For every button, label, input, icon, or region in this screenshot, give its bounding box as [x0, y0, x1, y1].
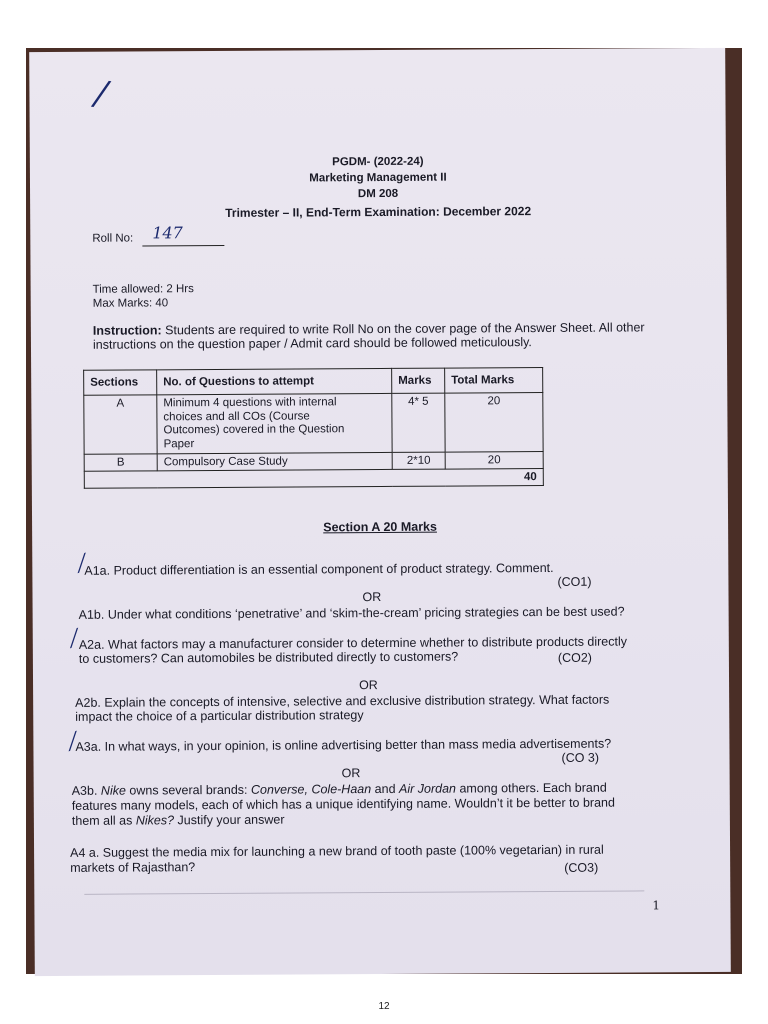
header-marks: Marks [392, 368, 445, 393]
co-a3a: (CO 3) [561, 750, 600, 765]
question-a3b-line-2: features many models, each of which has a unique identifying name. Wouldn’t it be better to brand [71, 795, 615, 813]
cell-section: A [84, 395, 157, 454]
table-total-row [84, 469, 543, 489]
instruction-text-1: Students are required to write Roll No on the cover page of the Answer Sheet. All other [165, 320, 645, 338]
cell-line: choices and all COs (Course [163, 409, 310, 423]
exam-paper [29, 48, 731, 976]
section-title: Section A 20 Marks [323, 519, 437, 535]
question-text: Justify your answer [173, 812, 285, 828]
co-a1a: (CO1) [557, 574, 592, 589]
header-sections: Sections [84, 370, 157, 395]
roll-no-line [142, 245, 224, 247]
roll-no-value: 147 [152, 223, 183, 243]
question-a4a-line-2: markets of Rajasthan? [70, 860, 196, 875]
question-text: them all as [71, 813, 136, 828]
cell-line: Minimum 4 questions with internal [163, 396, 337, 410]
question-label: A2b. [75, 695, 101, 710]
question-text: Product differentiation is an essential component of product strategy. Comment. [113, 560, 554, 578]
table-header-row [84, 368, 543, 396]
or-1: OR [362, 589, 382, 605]
roll-no-label: Roll No: [92, 232, 134, 245]
paper-page-number: 1 [652, 898, 661, 913]
cell-questions: Compulsory Case Study [157, 452, 392, 470]
question-label: A3a. [75, 739, 102, 754]
cell-section: B [84, 454, 157, 471]
brand-air-jordan: Air Jordan [398, 781, 457, 796]
handwritten-mark-a2a: ⁄ [68, 627, 81, 652]
cell-line: Outcomes) covered in the Question [163, 423, 345, 437]
question-text: among others. Each brand [455, 780, 607, 796]
footer-rule [84, 890, 644, 894]
cell-marks: 4* 5 [392, 393, 445, 452]
question-a3a [75, 737, 611, 754]
handwritten-mark-a1a: ⁄ [76, 551, 89, 577]
cell-total: 20 [445, 452, 543, 470]
question-label: A3b. [71, 783, 98, 798]
brand-converse-colehaan: Converse, Cole-Haan [250, 782, 372, 797]
table-row [84, 393, 543, 455]
handwritten-tick: / [92, 73, 110, 115]
course-code: DM 208 [357, 187, 399, 201]
cell-questions [157, 393, 392, 453]
question-label: A1a. [84, 563, 111, 578]
question-a2a-line-2: to customers? Can automobiles be distributed directly to customers? [78, 649, 459, 666]
co-a2a: (CO2) [557, 650, 592, 665]
question-a1a [84, 561, 553, 578]
time-allowed: Time allowed: 2 Hrs [92, 283, 194, 296]
question-text: owns several brands: [125, 782, 252, 798]
brand-nike: Nike [100, 783, 126, 798]
question-text: and [371, 781, 400, 797]
question-a1b [79, 605, 625, 622]
max-marks: Max Marks: 40 [92, 297, 169, 310]
question-text: Under what conditions ‘penetrative’ and ‘skim-the-cream’ pricing strategies can be best used? [107, 604, 625, 622]
header-questions: No. of Questions to attempt [157, 368, 392, 394]
question-a3b-line-3 [72, 813, 285, 828]
question-a2b-line-2: impact the choice of a particular distribution strategy [75, 708, 364, 724]
handwritten-mark-a3a: ⁄ [67, 730, 80, 755]
cell-total: 20 [445, 393, 543, 453]
or-2: OR [359, 678, 378, 693]
question-a4a [70, 843, 604, 860]
question-text: What factors may a manufacturer consider to determine whether to distribute products directly [107, 634, 628, 652]
question-label: A4 a. [70, 845, 100, 860]
question-text: Suggest the media mix for launching a new brand of tooth paste (100% vegetarian) in rural [102, 842, 604, 860]
cell-marks: 2*10 [392, 452, 445, 469]
header-total-marks: Total Marks [445, 368, 543, 394]
question-text: Explain the concepts of intensive, selective and exclusive distribution strategy. What factors [104, 692, 610, 710]
sections-table [83, 367, 544, 489]
instruction-label: Instruction: [92, 323, 162, 338]
question-label: A2a. [78, 637, 105, 652]
exam-title: Trimester – II, End-Term Examination: December 2022 [225, 204, 532, 220]
page-number: 12 [378, 1001, 390, 1012]
instruction-line-2: instructions on the question paper / Admit card should be followed meticulously. [92, 335, 532, 352]
cell-line: Paper [163, 437, 195, 450]
or-3: OR [341, 766, 361, 781]
question-label: A1b. [78, 607, 105, 622]
program-title: PGDM- (2022-24) [332, 155, 424, 169]
co-a4a: (CO3) [564, 860, 599, 875]
question-text: In what ways, in your opinion, is online advertising better than mass media advertisements? [104, 736, 612, 754]
grand-total: 40 [84, 469, 543, 489]
brand-nikes: Nikes? [135, 813, 175, 828]
course-title: Marketing Management II [309, 171, 447, 185]
